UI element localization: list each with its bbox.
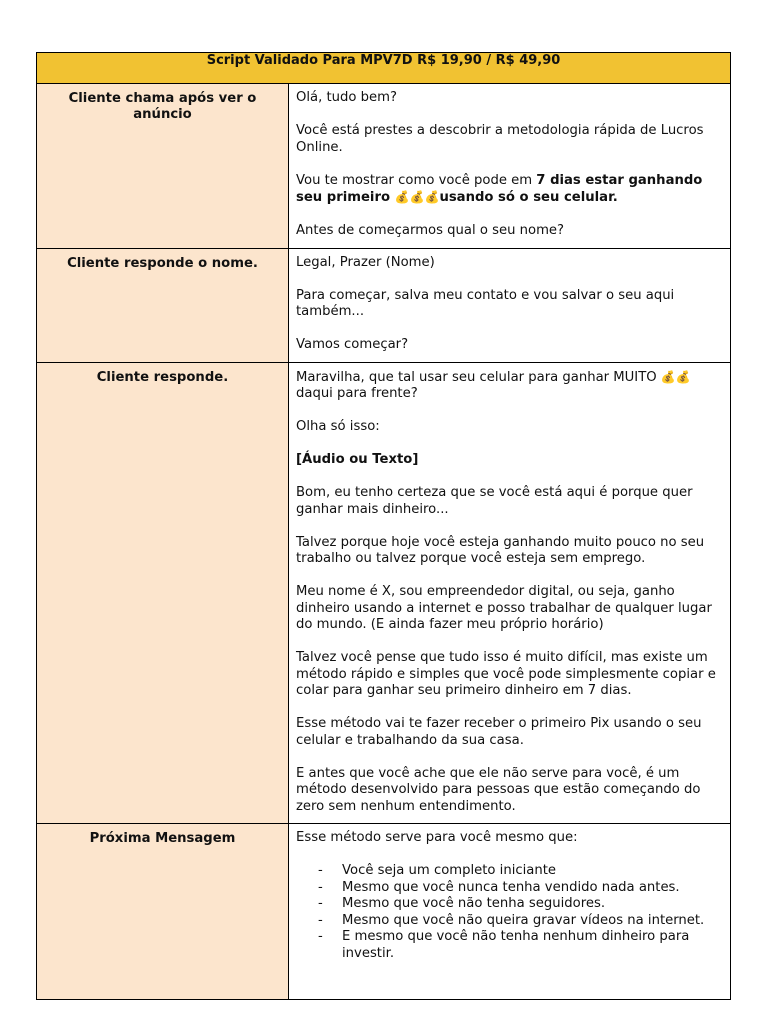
row-message <box>289 248 731 362</box>
row-message <box>289 84 731 249</box>
row-message <box>289 362 731 824</box>
row-label: Próxima Mensagem <box>37 824 289 1000</box>
message-paragraph <box>296 173 720 207</box>
message-paragraph <box>296 452 720 469</box>
message-paragraph: Meu nome é X, sou empreendedor digital, ou seja, ganho dinheiro usando a internet e posso trabalhar de qualquer lugar do mundo. (E ainda fazer meu próprio horário) <box>296 584 712 632</box>
money-bag-icon: 💰💰 <box>660 369 691 384</box>
message-text: Vou te mostrar como você pode em <box>296 172 537 188</box>
list-item: - Mesmo que você não queira gravar vídeos na internet. <box>318 913 720 930</box>
row-label: Cliente chama após ver o anúncio <box>37 84 289 249</box>
message-paragraph: Vamos começar? <box>296 337 409 352</box>
table-row <box>37 248 731 362</box>
row-label: Cliente responde. <box>37 362 289 824</box>
message-paragraph: Talvez porque hoje você esteja ganhando muito pouco no seu trabalho ou talvez porque você esteja sem emprego. <box>296 534 705 566</box>
message-paragraph: Você está prestes a descobrir a metodologia rápida de Lucros Online. <box>296 123 704 155</box>
message-bold-text: [Áudio ou Texto] <box>296 452 419 467</box>
message-paragraph: Bom, eu tenho certeza que se você está aqui é porque quer ganhar mais dinheiro... <box>296 485 693 517</box>
row-message <box>289 824 731 1000</box>
message-paragraph: Talvez você pense que tudo isso é muito difícil, mas existe um método rápido e simples que você pode simplesmente copiar e colar para ganhar seu primeiro dinheiro em 7 dias. <box>296 650 716 698</box>
message-paragraph: Esse método vai te fazer receber o primeiro Pix usando o seu celular e trabalhando da sua casa. <box>296 716 702 748</box>
message-paragraph: E antes que você ache que ele não serve para você, é um método desenvolvido para pessoas que estão começando do zero sem nenhum entendimento. <box>296 765 701 814</box>
message-paragraph <box>296 369 720 403</box>
message-bold-text: 7 dias estar ganhando seu primeiro <box>296 172 703 205</box>
row-label: Cliente responde o nome. <box>37 248 289 362</box>
message-paragraph: Para começar, salva meu contato e vou salvar o seu aqui também... <box>296 287 675 319</box>
table-title: Script Validado Para MPV7D R$ 19,90 / R$ 49,90 <box>37 53 731 84</box>
message-paragraph: Esse método serve para você mesmo que: <box>296 830 578 845</box>
list-item: - E mesmo que você não tenha nenhum dinheiro para investir. <box>318 929 720 962</box>
table-row <box>37 824 731 1000</box>
message-bold-text: usando só o seu celular. <box>439 190 618 205</box>
message-paragraph: Legal, Prazer (Nome) <box>296 254 435 270</box>
message-text: Maravilha, que tal usar seu celular para ganhar MUITO <box>296 369 661 385</box>
message-paragraph: Olá, tudo bem? <box>296 90 397 105</box>
list-item: - Mesmo que você nunca tenha vendido nada antes. <box>318 880 720 897</box>
list-item: - Você seja um completo iniciante <box>318 863 720 880</box>
table-row <box>37 362 731 824</box>
list-item: - Mesmo que você não tenha seguidores. <box>318 896 720 913</box>
requirements-list <box>296 863 720 962</box>
money-bag-icon: 💰💰💰 <box>394 190 440 204</box>
message-paragraph: Olha só isso: <box>296 419 380 434</box>
script-table <box>36 52 731 1000</box>
message-paragraph: Antes de começarmos qual o seu nome? <box>296 223 565 238</box>
message-text: daqui para frente? <box>296 386 418 401</box>
table-row <box>37 84 731 249</box>
